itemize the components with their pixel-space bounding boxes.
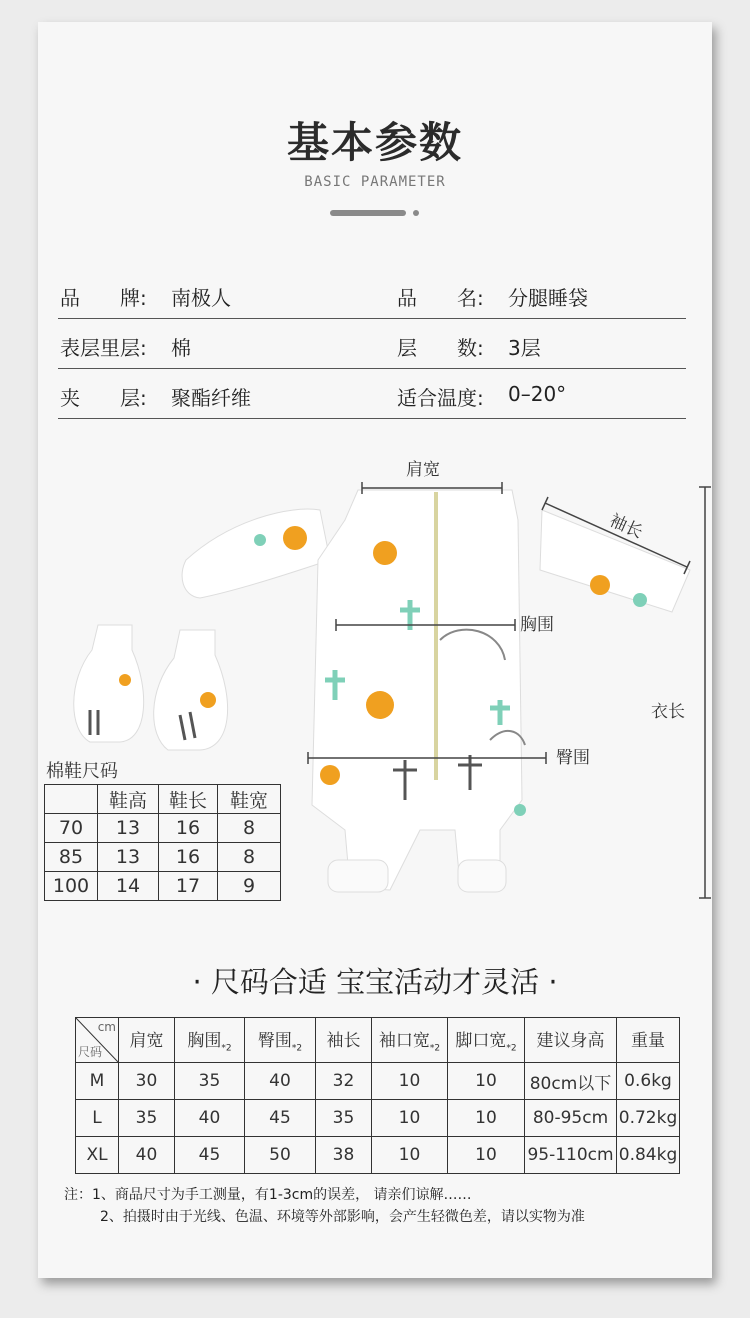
param-label: 品 名:	[397, 286, 484, 310]
table-cell: 0.72kg	[617, 1100, 680, 1137]
table-cell: 10	[448, 1137, 525, 1174]
left-leg-cuff	[328, 860, 388, 892]
table-cell: 17	[159, 872, 218, 901]
shoe-print	[119, 674, 131, 686]
table-cell: 0.6kg	[617, 1063, 680, 1100]
slogan: · 尺码合适 宝宝活动才灵活 ·	[192, 965, 558, 999]
right-shoe	[154, 630, 228, 750]
table-header: 鞋宽	[218, 785, 281, 814]
table-header: 袖口宽$_{*2}$	[372, 1018, 448, 1063]
table-header: 鞋高	[98, 785, 159, 814]
shoe-table-title: 棉鞋尺码	[46, 761, 118, 782]
table-header: 鞋长	[159, 785, 218, 814]
param-label: 品 牌:	[60, 286, 147, 310]
left-sleeve	[182, 509, 330, 598]
table-cell: 45	[245, 1100, 316, 1137]
table-cell: 16	[159, 843, 218, 872]
table-header: 脚口宽$_{*2}$	[448, 1018, 525, 1063]
table-corner-cell	[76, 1018, 119, 1063]
table-cell: 40	[175, 1100, 245, 1137]
table-cell: 14	[98, 872, 159, 901]
table-header: 臀围$_{*2}$	[245, 1018, 316, 1063]
param-value: 南极人	[171, 286, 231, 310]
shoe-print	[200, 692, 216, 708]
table-row	[76, 1018, 680, 1063]
note-1: 注：1、商品尺寸为手工测量，有1-3cm的误差， 请亲们谅解……	[64, 1187, 472, 1203]
table-cell	[45, 785, 98, 814]
table-cell: 80-95cm	[525, 1100, 617, 1137]
table-header: 袖长	[316, 1018, 372, 1063]
table-cell: 10	[372, 1063, 448, 1100]
table-row	[76, 1137, 680, 1174]
table-cell: L	[76, 1100, 119, 1137]
table-cell: 8	[218, 814, 281, 843]
table-header: 重量	[617, 1018, 680, 1063]
table-row	[45, 872, 281, 901]
param-label: 层 数:	[397, 336, 484, 360]
param-value: 聚酯纤维	[171, 386, 251, 410]
table-cell: 70	[45, 814, 98, 843]
table-cell: 100	[45, 872, 98, 901]
table-header: 肩宽	[119, 1018, 175, 1063]
hip-label: 臀围	[556, 748, 590, 768]
table-cell: 9	[218, 872, 281, 901]
table-cell: 80cm以下	[525, 1063, 617, 1100]
table-row	[76, 1063, 680, 1100]
table-row	[45, 843, 281, 872]
table-cell: 85	[45, 843, 98, 872]
length-label: 衣长	[651, 702, 685, 722]
table-cell: 16	[159, 814, 218, 843]
table-cell: 45	[175, 1137, 245, 1174]
param-value: 分腿睡袋	[508, 286, 588, 310]
table-cell: 35	[175, 1063, 245, 1100]
table-row	[76, 1100, 680, 1137]
table-cell: 10	[448, 1063, 525, 1100]
table-cell: 30	[119, 1063, 175, 1100]
param-label: 表层里层:	[60, 336, 147, 360]
table-cell: 8	[218, 843, 281, 872]
table-row	[45, 814, 281, 843]
table-cell: 35	[119, 1100, 175, 1137]
table-header: 建议身高	[525, 1018, 617, 1063]
table-header: 胸围$_{*2}$	[175, 1018, 245, 1063]
note-2: 2、拍摄时由于光线、色温、环境等外部影响，会产生轻微色差，请以实物为准	[100, 1209, 585, 1225]
chest-label: 胸围	[520, 615, 554, 635]
param-label: 夹 层:	[60, 386, 147, 410]
table-cell: 13	[98, 843, 159, 872]
size-table	[75, 1017, 680, 1174]
table-cell: 10	[372, 1137, 448, 1174]
table-cell: 35	[316, 1100, 372, 1137]
shoulder-label: 肩宽	[406, 460, 440, 480]
sleeve-label: 袖长	[606, 510, 646, 543]
param-label: 适合温度:	[397, 386, 484, 410]
table-cell: M	[76, 1063, 119, 1100]
param-value: 棉	[171, 336, 191, 360]
right-leg-cuff	[458, 860, 506, 892]
corner-unit: cm	[97, 1020, 116, 1034]
table-cell: 95-110cm	[525, 1137, 617, 1174]
shoe-size-table	[44, 784, 281, 901]
left-shoe	[74, 625, 144, 742]
table-cell: 40	[119, 1137, 175, 1174]
table-cell: 50	[245, 1137, 316, 1174]
table-cell: 38	[316, 1137, 372, 1174]
param-value: 3层	[508, 336, 541, 360]
page-subtitle: BASIC PARAMETER	[304, 174, 446, 190]
param-value: 0–20°	[508, 382, 567, 406]
sleep-sack-body	[312, 490, 522, 890]
page-title: 基本参数	[286, 118, 463, 167]
table-cell: 32	[316, 1063, 372, 1100]
table-cell: 40	[245, 1063, 316, 1100]
table-row	[45, 785, 281, 814]
table-cell: 13	[98, 814, 159, 843]
corner-size: 尺码	[78, 1045, 103, 1059]
table-cell: 10	[448, 1100, 525, 1137]
table-cell: 10	[372, 1100, 448, 1137]
table-cell: 0.84kg	[617, 1137, 680, 1174]
table-cell: XL	[76, 1137, 119, 1174]
